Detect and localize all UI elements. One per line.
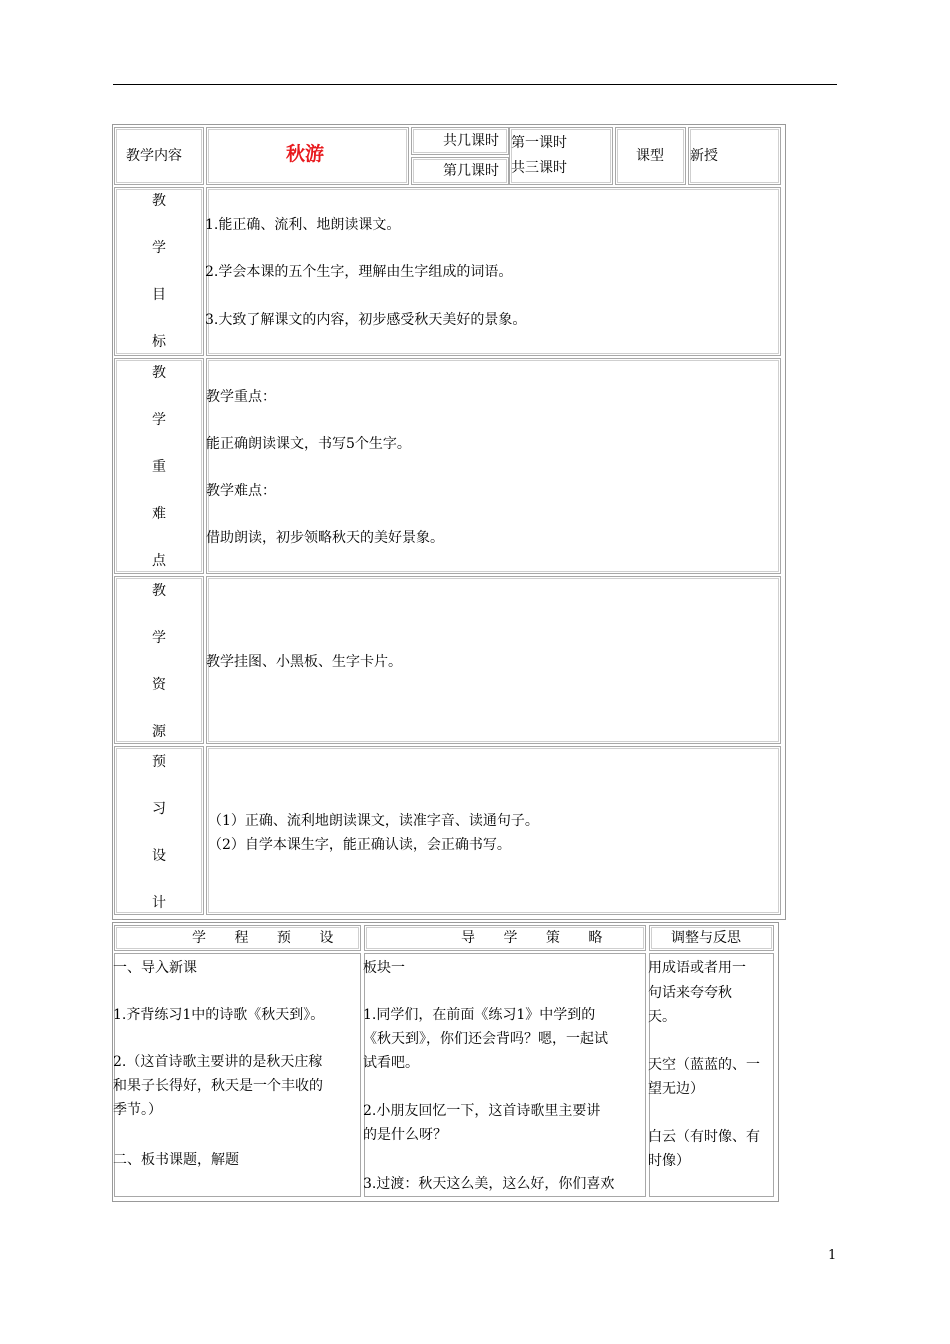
process-col1-line: 2.（这首诗歌主要讲的是秋天庄稼 xyxy=(113,1054,323,1070)
keypoints-line: 能正确朗读课文，书写5个生字。 xyxy=(206,436,411,452)
process-col2-line: 试看吧。 xyxy=(363,1055,419,1071)
resources-label-cell xyxy=(114,576,204,744)
process-col2-line: 的是什么呀？ xyxy=(363,1127,447,1143)
keypoints-line: 借助朗读，初步领略秋天的美好景象。 xyxy=(206,530,444,546)
preview-line: （1）正确、流利地朗读课文，读准字音、读通句子。 xyxy=(208,813,539,829)
process-col2-line: 板块一 xyxy=(363,960,405,976)
keypoints-line: 教学重点： xyxy=(206,389,276,405)
process-col1-line: 二、板书课题，解题 xyxy=(113,1152,239,1168)
preview-label-char: 预 xyxy=(152,754,166,770)
keypoints-label-char: 难 xyxy=(152,506,166,522)
process-col3-line: 白云（有时像、有 xyxy=(648,1129,760,1145)
goal-item: 2.学会本课的五个生字，理解由生字组成的词语。 xyxy=(205,264,513,280)
goal-item: 1.能正确、流利、地朗读课文。 xyxy=(205,217,401,233)
goals-label-cell xyxy=(114,187,204,356)
goals-label-char: 标 xyxy=(152,334,166,350)
period-value: 共三课时 xyxy=(511,160,567,176)
total-periods-label: 共几课时 xyxy=(443,133,499,149)
process-col3-line: 用成语或者用一 xyxy=(648,960,746,976)
keypoints-label-char: 重 xyxy=(152,459,166,475)
process-col3-line: 时像） xyxy=(648,1153,690,1169)
keypoints-label-char: 点 xyxy=(152,553,166,569)
page-number: 1 xyxy=(828,1248,837,1263)
lesson-title: 秋游 xyxy=(286,143,325,165)
process-col3-header: 调整与反思 xyxy=(671,930,741,946)
goal-item: 3.大致了解课文的内容，初步感受秋天美好的景象。 xyxy=(205,312,527,328)
keypoints-label-char: 学 xyxy=(152,412,166,428)
resources-label-char: 源 xyxy=(152,724,166,740)
content-label: 教学内容 xyxy=(126,148,182,164)
goals-label-char: 目 xyxy=(152,287,166,303)
goals-label-char: 学 xyxy=(152,240,166,256)
resources-text: 教学挂图、小黑板、生字卡片。 xyxy=(206,654,402,670)
process-col1-line: 季节。） xyxy=(113,1102,162,1118)
header-rule xyxy=(113,84,837,85)
process-col2-line: 1.同学们，在前面《练习1》中学到的 xyxy=(363,1007,596,1023)
process-col3-line: 天空（蓝蓝的、一 xyxy=(648,1057,760,1073)
keypoints-label-char: 教 xyxy=(152,365,166,381)
process-col3-line: 天。 xyxy=(648,1009,676,1025)
process-col3-line: 句话来夸夸秋 xyxy=(648,985,732,1001)
preview-label-char: 设 xyxy=(152,848,166,864)
process-body-cell-2 xyxy=(364,953,646,1197)
preview-label-char: 计 xyxy=(152,895,166,911)
preview-label-char: 习 xyxy=(152,801,166,817)
process-col3-line: 望无边） xyxy=(648,1081,704,1097)
period-label: 第几课时 xyxy=(443,163,499,179)
resources-label-char: 教 xyxy=(152,583,166,599)
process-col2-line: 3.过渡：秋天这么美，这么好，你们喜欢 xyxy=(363,1176,615,1192)
keypoints-line: 教学难点： xyxy=(206,483,276,499)
process-col1-line: 一、导入新课 xyxy=(113,960,197,976)
total-periods-value: 第一课时 xyxy=(511,135,567,151)
type-value: 新授 xyxy=(690,148,718,164)
resources-label-char: 资 xyxy=(152,677,166,693)
resources-label-char: 学 xyxy=(152,630,166,646)
goals-label-char: 教 xyxy=(152,193,166,209)
process-col1-line: 1.齐背练习1中的诗歌《秋天到》。 xyxy=(113,1007,325,1023)
process-col2-line: 2.小朋友回忆一下，这首诗歌里主要讲 xyxy=(363,1103,601,1119)
preview-line: （2）自学本课生字，能正确认读，会正确书写。 xyxy=(208,837,511,853)
process-col2-line: 《秋天到》，你们还会背吗？嗯，一起试 xyxy=(363,1031,608,1047)
type-label: 课型 xyxy=(636,148,664,164)
process-col1-line: 和果子长得好，秋天是一个丰收的 xyxy=(113,1078,323,1094)
process-col1-header: 学 程 预 设 xyxy=(192,930,346,946)
process-col2-header: 导 学 策 略 xyxy=(461,930,615,946)
